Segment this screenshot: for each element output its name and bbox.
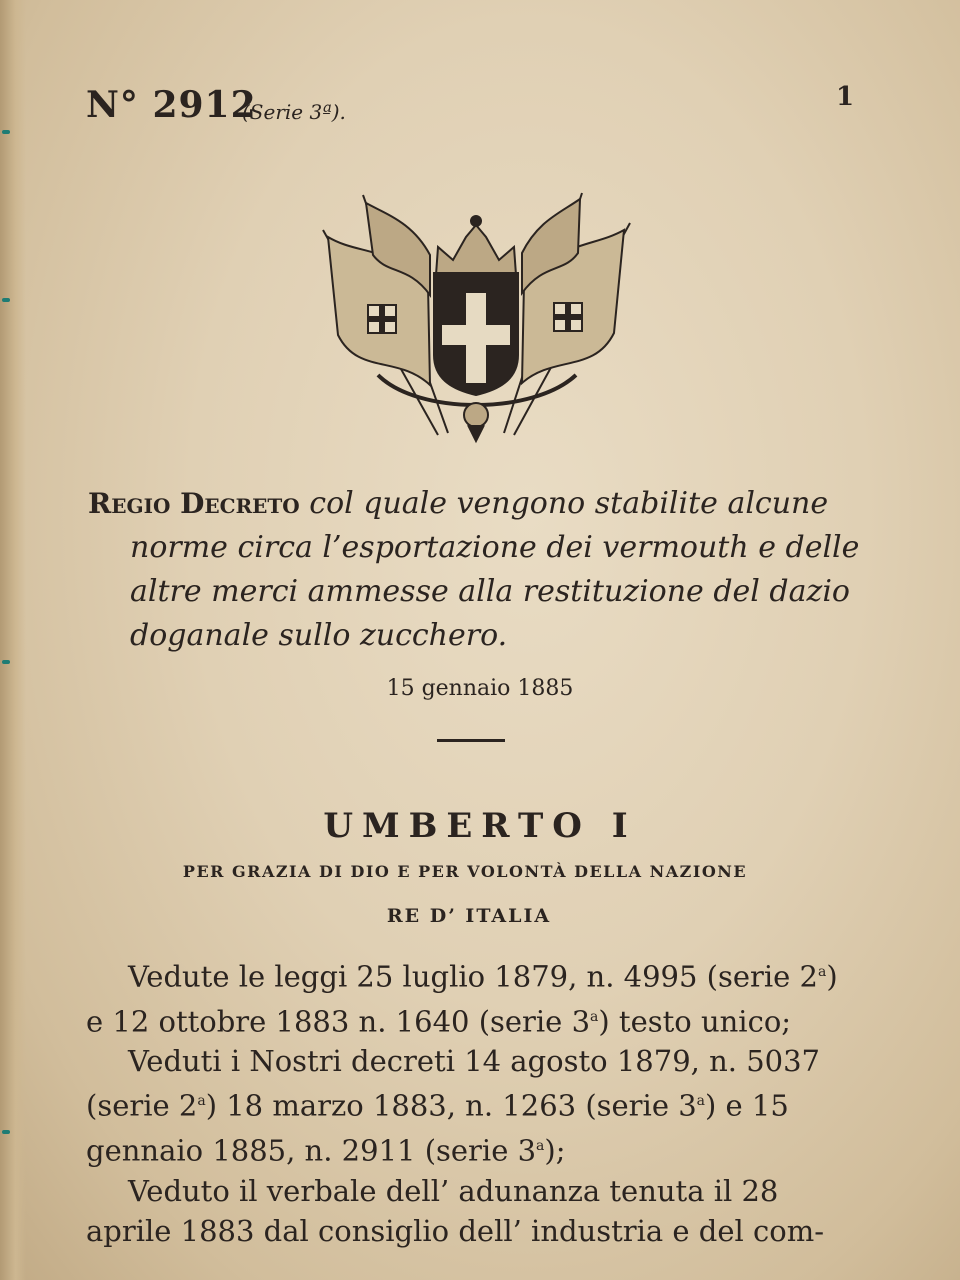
body-text: ) <box>826 959 838 994</box>
superscript: a <box>536 1137 545 1154</box>
decree-series: (Serie 3ª). <box>242 100 346 124</box>
body-line <box>86 997 876 1042</box>
body-text: gennaio 1885, n. 2911 (serie 3 <box>86 1133 537 1168</box>
superscript: a <box>197 1093 206 1110</box>
superscript: a <box>590 1008 599 1025</box>
decree-title-line: col quale vengono stabilite alcune <box>309 486 829 521</box>
body-line: Veduto il verbale dell’ adunanza tenuta il 28 <box>128 1173 779 1208</box>
decree-title <box>88 482 868 658</box>
body-text: (serie 2 <box>86 1088 198 1123</box>
decree-title-line: doganale sullo zucchero. <box>130 618 508 653</box>
sovereign-name: UMBERTO I <box>323 806 637 846</box>
superscript: a <box>818 964 827 980</box>
body-line <box>86 1126 876 1171</box>
page-number: 1 <box>836 82 855 112</box>
decree-body <box>86 952 876 1251</box>
body-text: ) testo unico; <box>598 1004 792 1039</box>
binding-thread <box>2 1130 10 1134</box>
decree-title-line: norme circa l’esportazione dei vermouth e delle <box>130 530 860 565</box>
body-line: aprile 1883 dal consiglio dell’ industria e del com- <box>86 1213 825 1248</box>
body-line <box>86 952 876 997</box>
body-text: Vedute le leggi 25 luglio 1879, n. 4995 (serie 2 <box>128 959 818 994</box>
binding-thread <box>2 660 10 664</box>
superscript: a <box>696 1093 706 1110</box>
page-binding-edge <box>0 0 26 1280</box>
body-line: Veduti i Nostri decreti 14 agosto 1879, n. 5037 <box>128 1044 820 1079</box>
decree-date: 15 gennaio 1885 <box>386 676 574 701</box>
body-text: ) 18 marzo 1883, n. 1263 (serie 3 <box>205 1088 697 1123</box>
binding-thread <box>2 298 10 302</box>
decree-title-lead: Regio Decreto <box>88 487 300 520</box>
binding-thread <box>2 130 10 134</box>
sovereign-realm: RE D’ ITALIA <box>386 905 552 927</box>
body-text: ) e 15 <box>705 1088 789 1123</box>
body-text: e 12 ottobre 1883 n. 1640 (serie 3 <box>86 1004 591 1039</box>
savoy-coat-of-arms-icon <box>318 185 634 445</box>
body-line <box>86 1081 876 1126</box>
decree-title-line: altre merci ammesse alla restituzione del dazio <box>130 574 850 609</box>
body-text: ); <box>544 1133 566 1168</box>
decree-number: N° 2912 <box>86 84 257 126</box>
sovereign-grace: PER GRAZIA DI DIO E PER VOLONTÀ DELLA NAZIONE <box>182 862 748 881</box>
divider <box>437 739 505 742</box>
